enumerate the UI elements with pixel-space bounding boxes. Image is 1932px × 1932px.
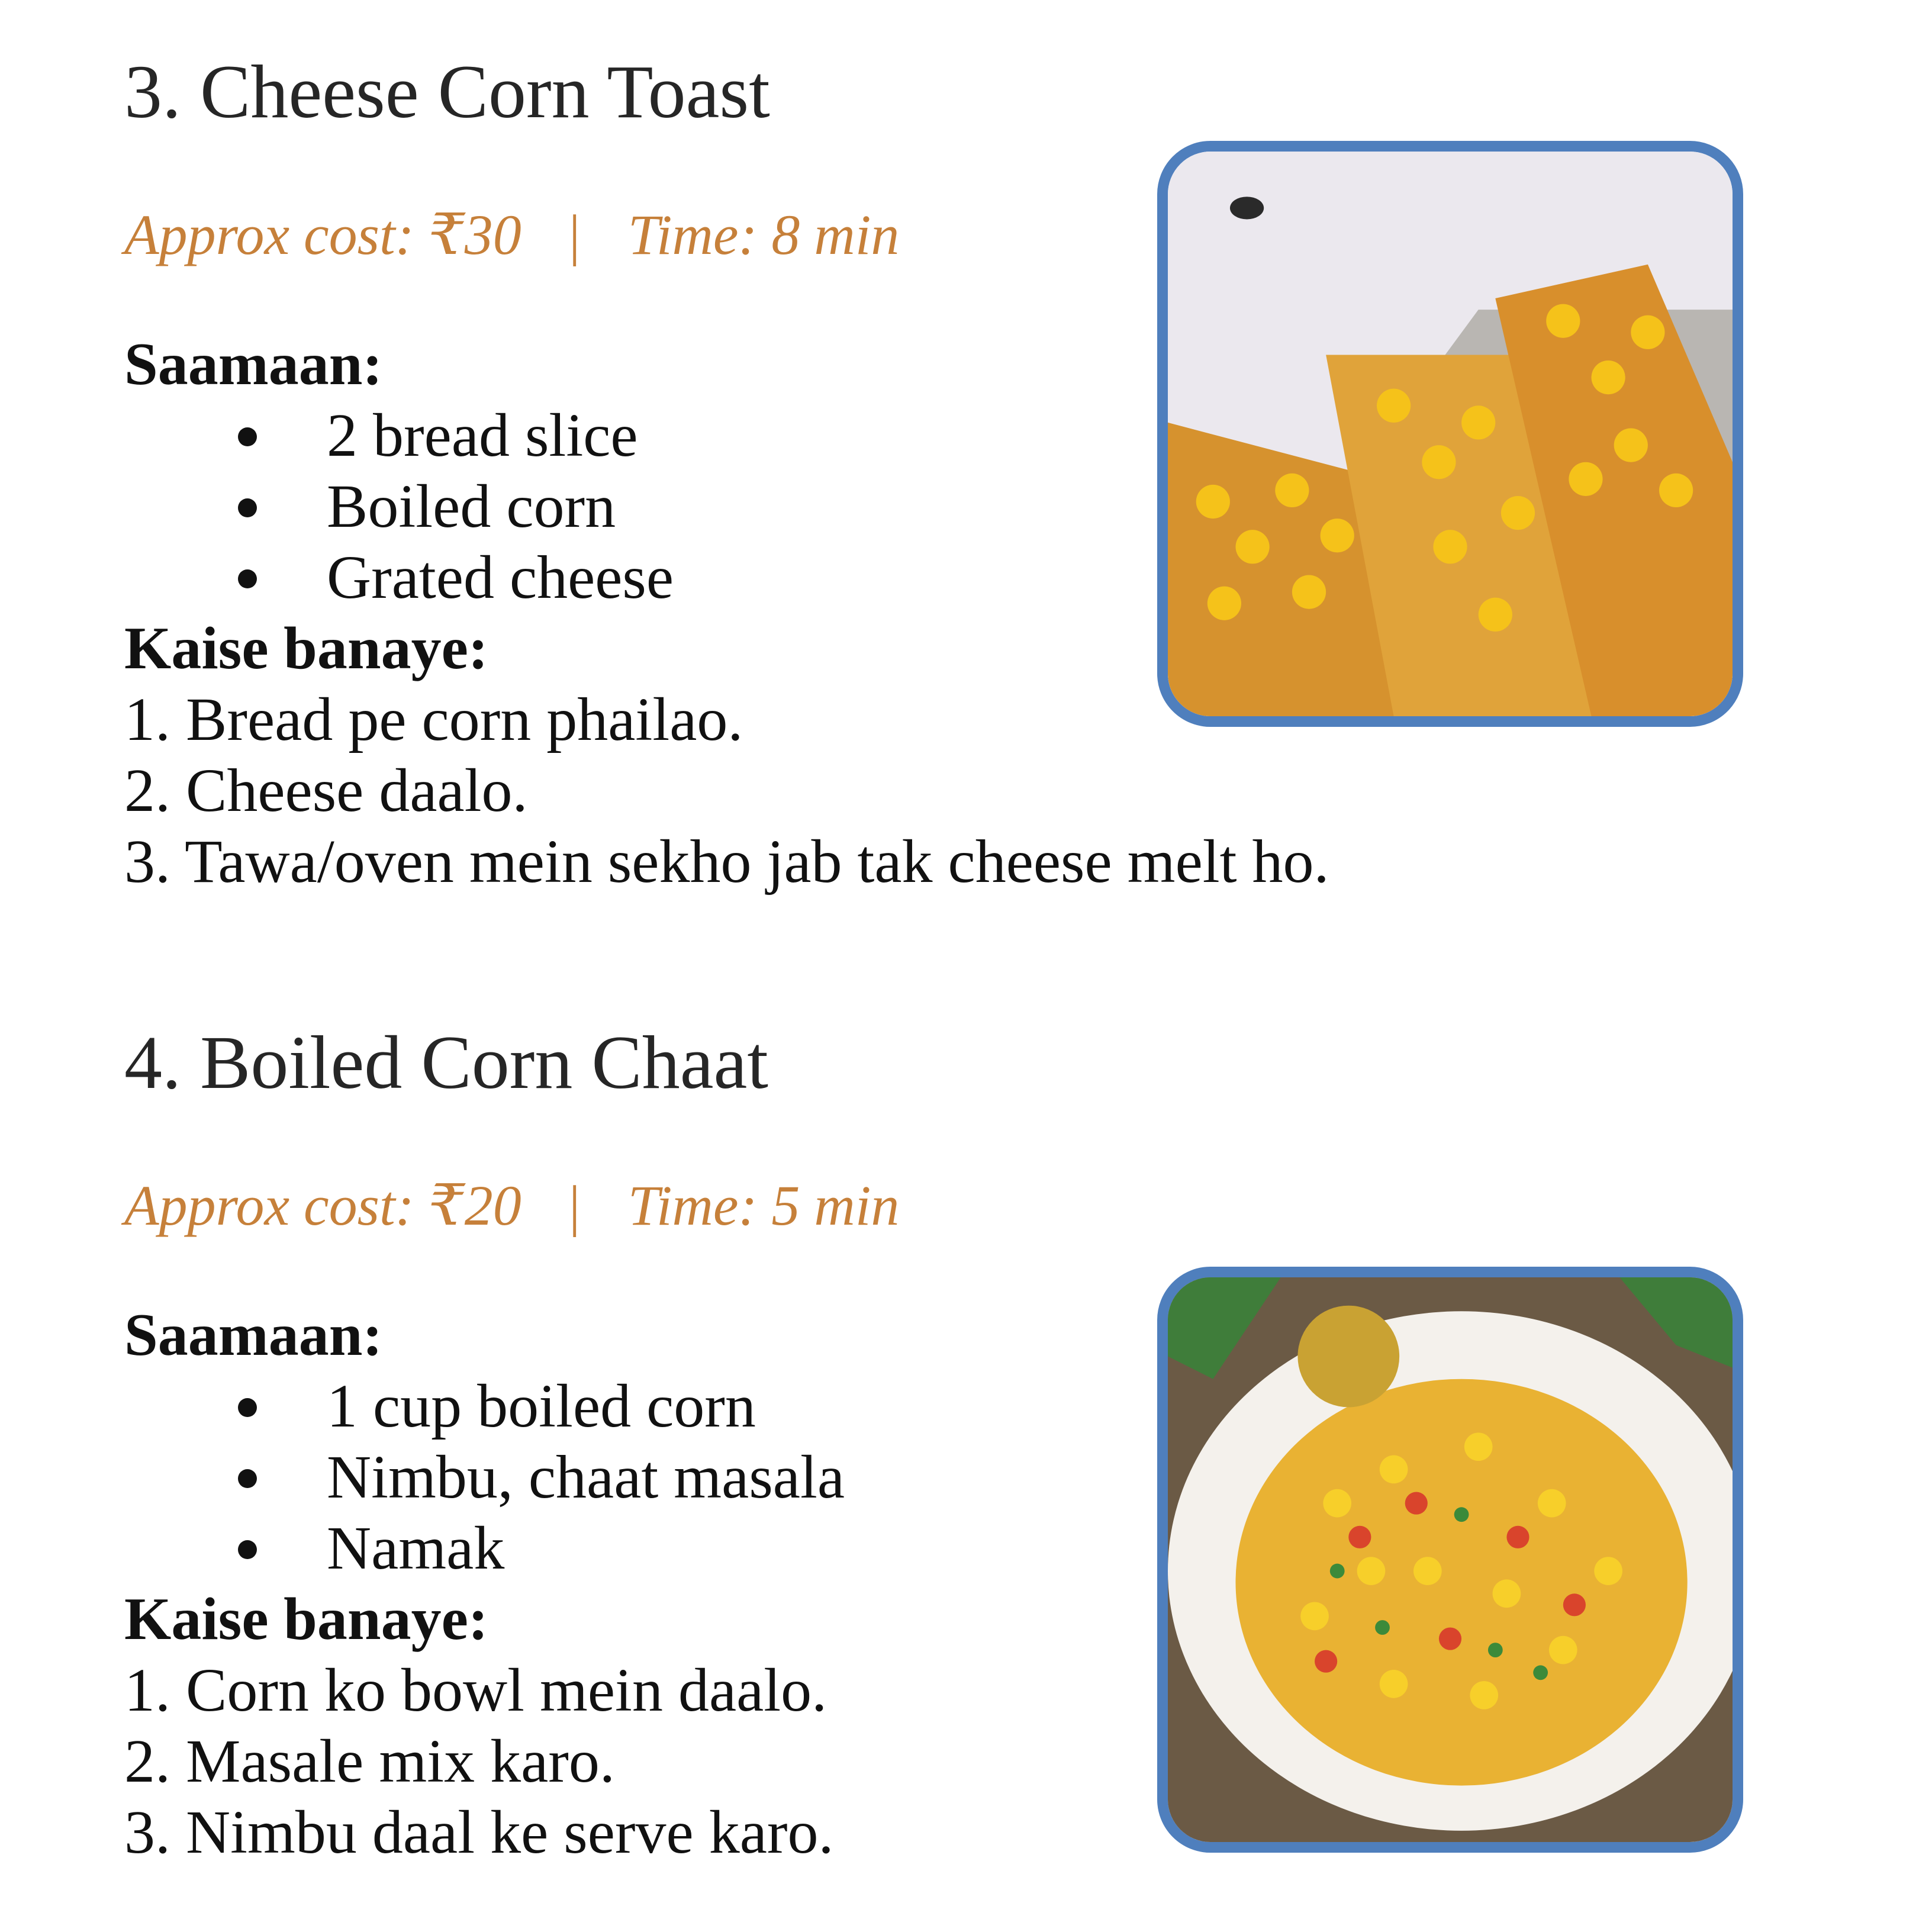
- boiled-corn-chaat-photo: [1157, 1267, 1743, 1853]
- method-heading: Kaise banaye:: [124, 1586, 488, 1653]
- bullet-icon: [238, 1469, 257, 1488]
- method-heading: Kaise banaye:: [124, 615, 488, 682]
- step-item: 3. Tawa/oven mein sekho jab tak cheese melt ho.: [124, 827, 1329, 896]
- list-item: 2 bread slice: [124, 400, 1782, 471]
- list-item: Grated cheese: [124, 542, 1782, 613]
- cheese-corn-toast-photo: [1157, 141, 1743, 727]
- recipe-title: 4. Boiled Corn Chaat: [124, 1020, 768, 1105]
- list-item: Namak: [124, 1513, 1782, 1584]
- ingredients-heading: Saamaan:: [124, 1302, 383, 1368]
- step-item: 1. Bread pe corn phailao.: [124, 685, 743, 754]
- meta-separator: |: [569, 203, 581, 266]
- list-item: 1 cup boiled corn: [124, 1371, 1782, 1442]
- prep-time: Time: 5 min: [627, 1174, 900, 1237]
- bullet-icon: [238, 569, 257, 588]
- recipe-title: 3. Cheese Corn Toast: [124, 50, 770, 134]
- step-item: 2. Masale mix karo.: [124, 1727, 615, 1795]
- prep-time: Time: 8 min: [627, 203, 900, 266]
- recipe-meta: [124, 1173, 1782, 1238]
- list-item: Nimbu, chaat masala: [124, 1442, 1782, 1513]
- bullet-icon: [238, 1398, 257, 1417]
- meta-separator: |: [569, 1174, 581, 1237]
- step-item: 3. Nimbu daal ke serve karo.: [124, 1798, 834, 1866]
- ingredients-heading: Saamaan:: [124, 331, 383, 398]
- bullet-icon: [238, 498, 257, 517]
- list-item: Boiled corn: [124, 471, 1782, 542]
- step-item: 1. Corn ko bowl mein daalo.: [124, 1656, 827, 1724]
- step-item: 2. Cheese daalo.: [124, 756, 528, 825]
- approx-cost: Approx cost: ₹20: [124, 1174, 521, 1237]
- bullet-icon: [238, 427, 257, 446]
- bullet-icon: [238, 1540, 257, 1559]
- approx-cost: Approx cost: ₹30: [124, 203, 521, 266]
